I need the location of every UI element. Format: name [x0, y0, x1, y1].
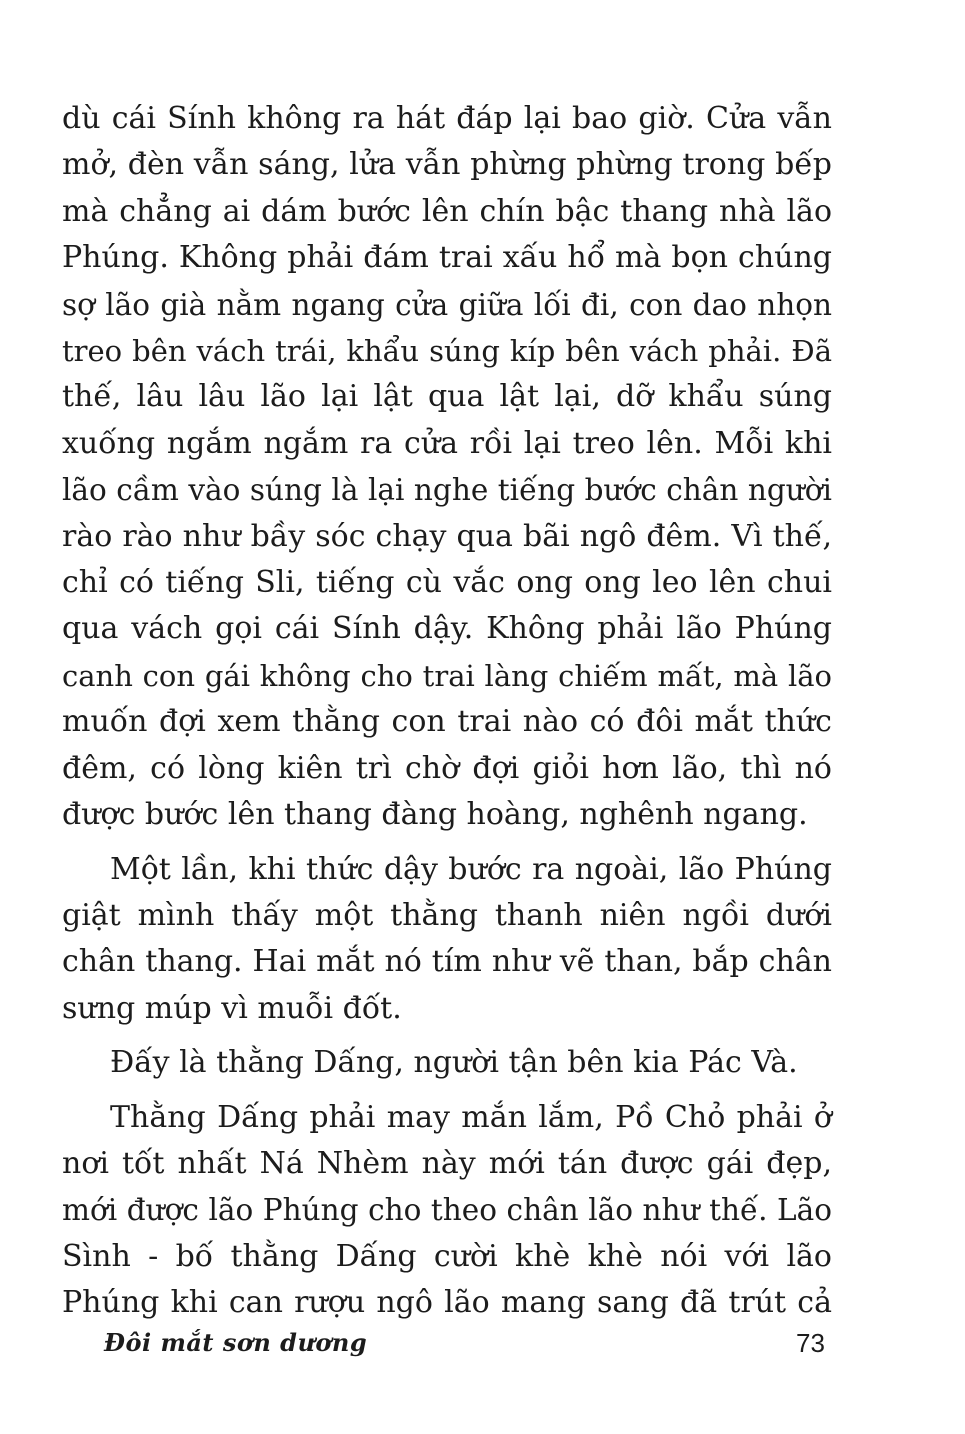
text-line: Sình - bố thằng Dấng cười khè khè nói với lão [62, 1238, 832, 1274]
paragraph-2 [62, 847, 832, 1033]
text-line: Đấy là thằng Dấng, người tận bên kia Pác Và. [110, 1045, 798, 1081]
text-line: lão cầm vào súng là lại nghe tiếng bước chân người [62, 473, 832, 508]
text-line: sợ lão già nằm ngang cửa giữa lối đi, con dao nhọn [62, 287, 832, 322]
text-line: đêm, có lòng kiên trì chờ đợi giỏi hơn lão, thì nó [62, 750, 832, 786]
text-line: chỉ có tiếng Sli, tiếng cù vắc ong ong leo lên chui [62, 565, 832, 601]
text-line: mở, đèn vẫn sáng, lửa vẫn phừng phừng trong bếp [62, 147, 832, 183]
text-line: dù cái Sính không ra hát đáp lại bao giờ. Cửa vẫn [62, 101, 832, 136]
text-line: mà chẳng ai dám bước lên chín bậc thang nhà lão [62, 193, 832, 229]
page-number: 73 [796, 1328, 825, 1358]
paragraph-1 [62, 96, 832, 839]
text-line: mới được lão Phúng cho theo chân lão như thế. Lão [62, 1193, 832, 1228]
text-line: Thằng Dấng phải may mắn lắm, Pồ Chỏ phải ở [110, 1099, 832, 1135]
body-text [62, 96, 832, 1327]
text-line: chân thang. Hai mắt nó tím như vẽ than, bắp chân [62, 944, 832, 980]
text-line: Phúng khi can rượu ngô lão mang sang đã trút cả [62, 1285, 832, 1321]
text-line: thế, lâu lâu lão lại lật qua lật lại, dỡ khẩu súng [62, 379, 832, 415]
text-line: qua vách gọi cái Sính dậy. Không phải lão Phúng [62, 611, 832, 647]
text-line: Một lần, khi thức dậy bước ra ngoài, lão Phúng [110, 851, 832, 887]
text-line: rào rào như bầy sóc chạy qua bãi ngô đêm. Vì thế, [62, 518, 832, 554]
text-line: muốn đợi xem thằng con trai nào có đôi mắt thức [62, 704, 832, 740]
text-line: canh con gái không cho trai làng chiếm mất, mà lão [62, 658, 832, 693]
text-line: Phúng. Không phải đám trai xấu hổ mà bọn chúng [62, 240, 832, 276]
text-line: xuống ngắm ngắm ra cửa rồi lại treo lên. Mỗi khi [62, 425, 832, 461]
text-line: giật mình thấy một thằng thanh niên ngồi dưới [62, 897, 832, 933]
paragraph-4 [62, 1095, 832, 1327]
text-line: sưng múp vì muỗi đốt. [62, 990, 402, 1026]
text-line: được bước lên thang đàng hoàng, nghênh ngang. [62, 797, 808, 833]
text-line: nơi tốt nhất Ná Nhèm này mới tán được gái đẹp, [62, 1145, 832, 1181]
paragraph-3 [62, 1040, 832, 1086]
text-line: treo bên vách trái, khẩu súng kíp bên vách phải. Đã [62, 334, 832, 369]
running-footer-book-title: Đôi mắt sơn dương [104, 1328, 368, 1357]
